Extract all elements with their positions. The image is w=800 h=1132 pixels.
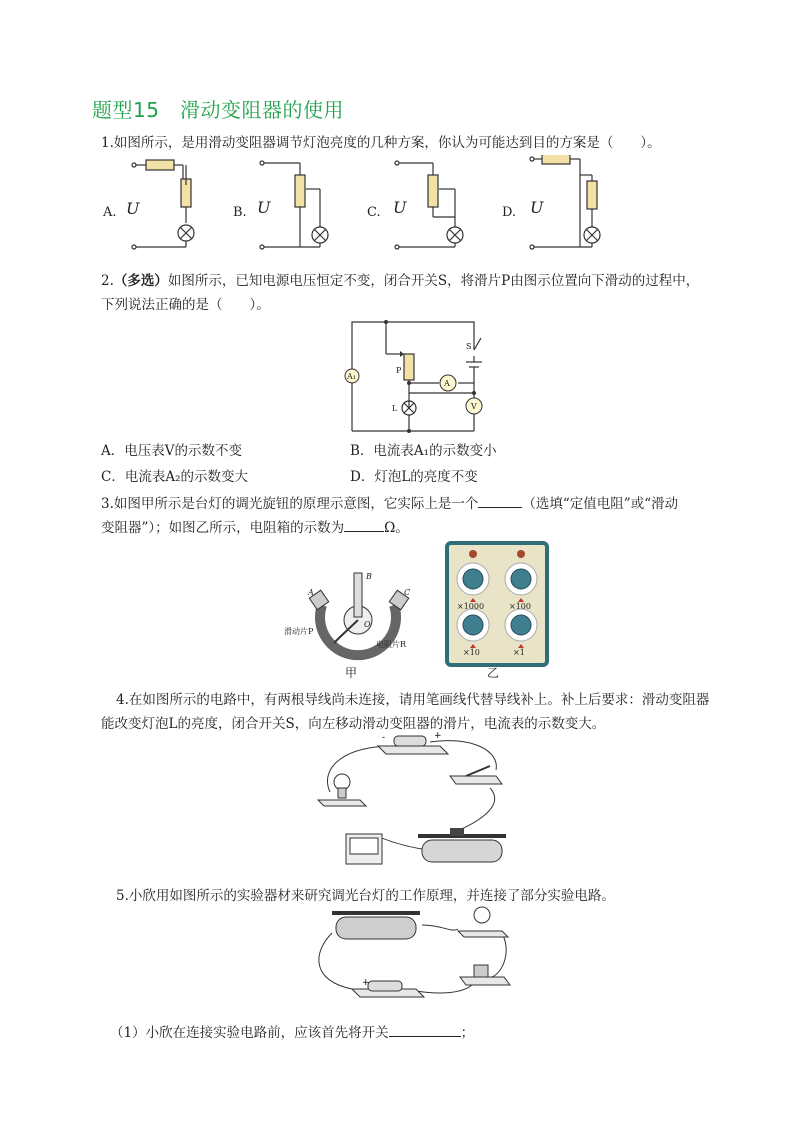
section-title: 题型15 滑动变阻器的使用 — [92, 98, 344, 122]
q2-a-label: A — [444, 379, 450, 388]
q3-figure-yi — [445, 541, 549, 667]
q2-p-label: P — [396, 366, 402, 375]
q1-option-b-label: B. — [233, 205, 247, 220]
q3-jia-b: B — [366, 572, 372, 581]
q2-option-a: A．电压表V的示数不变 — [101, 443, 242, 459]
q4-line2: 能改变灯泡L的亮度，闭合开关S，向左移动滑动变阻器的滑片，电流表的示数变大。 — [101, 716, 606, 732]
q2-option-d: D．灯泡L的亮度不变 — [350, 469, 478, 485]
q3-yi-x100: ×100 — [509, 602, 531, 611]
q3-figure-jia — [282, 565, 432, 665]
q3-yi-x1000: ×1000 — [457, 602, 485, 611]
q1-option-c-label: C. — [367, 205, 381, 220]
q1-u-d: U — [530, 198, 544, 217]
q2-a1-label: A₁ — [347, 372, 356, 381]
q4-battery-minus: - — [382, 733, 386, 743]
q2-multi-tag: （多选） — [113, 273, 168, 289]
q3-caption-jia: 甲 — [345, 666, 358, 680]
q1-circuit-options — [95, 155, 635, 255]
q5-blank-1 — [389, 1022, 461, 1037]
q3-line2: 变阻器”）；如图乙所示，电阻箱的示数为 Ω。 — [101, 517, 409, 538]
q3-blank-2 — [344, 517, 384, 532]
q4-battery-plus: + — [434, 731, 442, 741]
q3-caption-yi: 乙 — [487, 666, 500, 680]
q3-jia-slider-label: 滑动片P — [284, 627, 314, 636]
q1-u-b: U — [257, 198, 271, 217]
q3-line1: 3.如图甲所示是台灯的调光旋钮的原理示意图，它实际上是一个 （选填“定值电阻”或“滑动 — [101, 493, 678, 514]
q2-v-label: V — [471, 402, 477, 411]
q1-u-a: U — [126, 199, 140, 218]
q1-circuit-a — [132, 160, 194, 249]
q5-battery-plus: + — [362, 978, 370, 988]
q5-sub1: （1）小欣在连接实验电路前，应该首先将开关 ； — [110, 1022, 474, 1043]
q2-l-label: L — [392, 404, 398, 413]
q1-option-a-label: A. — [103, 205, 117, 220]
q2-option-b: B．电流表A₁的示数变小 — [350, 443, 497, 459]
q1-text: 1.如图所示，是用滑动变阻器调节灯泡亮度的几种方案，你认为可能达到目的方案是（ ）。 — [101, 135, 661, 151]
q4-apparatus-figure — [300, 730, 520, 878]
q3-yi-x1: ×1 — [513, 648, 525, 657]
q4-line1: 4.在如图所示的电路中，有两根导线尚未连接，请用笔画线代替导线补上。补上后要求：滑动变阻器 — [116, 692, 710, 708]
q3-yi-x10: ×10 — [463, 648, 480, 657]
q2-s-label: S — [466, 342, 472, 351]
q2-line2: 下列说法正确的是（ ）。 — [101, 297, 270, 313]
q3-jia-c: C — [404, 588, 411, 597]
q2-option-c: C．电流表A₂的示数变大 — [101, 469, 248, 485]
q3-jia-o: O — [364, 620, 371, 629]
q3-jia-resistor-label: 电阻片R — [376, 640, 407, 649]
q1-option-d-label: D. — [502, 205, 517, 220]
q2-line1: 2.（多选）如图所示，已知电源电压恒定不变，闭合开关S，将滑片P由图示位置向下滑动的过程中， — [101, 273, 700, 289]
q5-line1: 5.小欣用如图所示的实验器材来研究调光台灯的工作原理，并连接了部分实验电路。 — [116, 888, 615, 904]
q5-apparatus-figure — [312, 903, 518, 1011]
q2-circuit-diagram — [338, 318, 498, 436]
q3-jia-a: A — [308, 588, 314, 597]
q3-blank-1 — [478, 493, 522, 508]
q1-u-c: U — [393, 198, 407, 217]
